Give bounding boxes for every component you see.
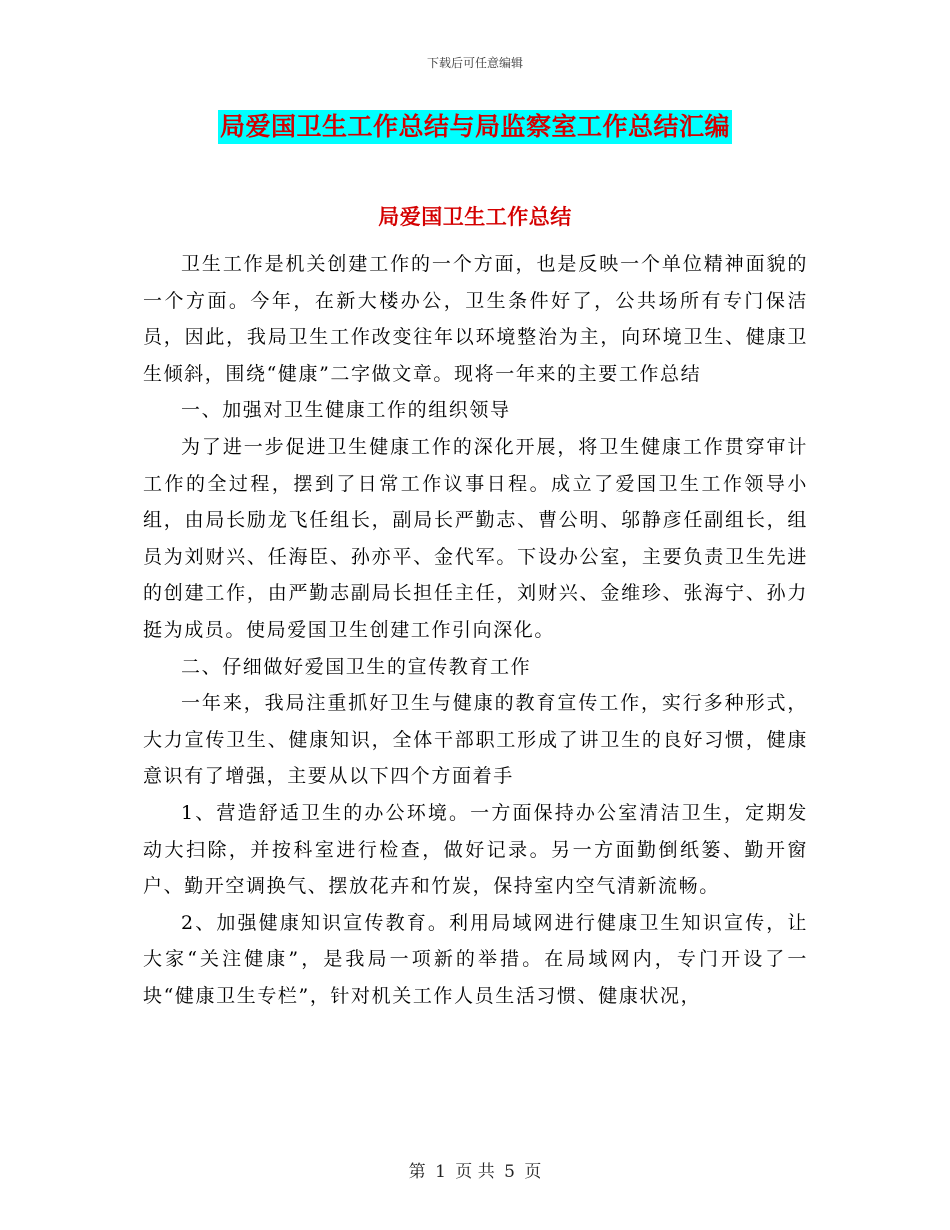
document-title-container xyxy=(0,110,950,144)
paragraph: 2、加强健康知识宣传教育。利用局域网进行健康卫生知识宣传，让大家“关注健康”，是我局一项新的举措。在局域网内，专门开设了一块“健康卫生专栏”，针对机关工作人员生活习惯、健康状况， xyxy=(143,911,808,1007)
paragraph: 一年来，我局注重抓好卫生与健康的教育宣传工作，实行多种形式，大力宣传卫生、健康知识，全体干部职工形成了讲卫生的良好习惯，健康意识有了增强，主要从以下四个方面着手 xyxy=(143,692,808,788)
page-number-footer xyxy=(0,1157,950,1182)
paragraph: 1、营造舒适卫生的办公环境。一方面保持办公室清洁卫生，定期发动大扫除，并按科室进行检查，做好记录。另一方面勤倒纸篓、勤开窗户、勤开空调换气、摆放花卉和竹炭，保持室内空气清新流畅。 xyxy=(143,801,808,898)
current-page-number: 1 xyxy=(435,1162,446,1182)
section-title: 局爱国卫生工作总结 xyxy=(378,204,572,229)
header-note: 下载后可任意编辑 xyxy=(426,56,523,70)
page-label-suffix: 页 xyxy=(524,1162,542,1182)
page-label-prefix: 第 xyxy=(408,1162,426,1182)
page-label-mid: 页 共 xyxy=(455,1162,495,1182)
paragraph: 卫生工作是机关创建工作的一个方面，也是反映一个单位精神面貌的一个方面。今年，在新大楼办公，卫生条件好了，公共场所有专门保洁员，因此，我局卫生工作改变往年以环境整治为主，向环境卫生、健康卫生倾斜，围绕“健康”二字做文章。现将一年来的主要工作总结 xyxy=(143,253,808,385)
document-title: 局爱国卫生工作总结与局监察室工作总结汇编 xyxy=(218,110,732,144)
document-body xyxy=(143,246,808,1014)
paragraph: 为了进一步促进卫生健康工作的深化开展，将卫生健康工作贯穿审计工作的全过程，摆到了日常工作议事日程。成立了爱国卫生工作领导小组，由局长励龙飞任组长，副局长严勤志、曹公明、邬静彦任副组长，组员为刘财兴、任海臣、孙亦平、金代军。下设办公室，主要负责卫生先进的创建工作，由严勤志副局长担任主任，刘财兴、金维珍、张海宁、孙力挺为成员。使局爱国卫生创建工作引向深化。 xyxy=(143,435,808,641)
paragraph: 二、仔细做好爱国卫生的宣传教育工作 xyxy=(181,655,532,678)
total-pages-number: 5 xyxy=(504,1162,515,1182)
paragraph: 一、加强对卫生健康工作的组织领导 xyxy=(181,399,511,422)
